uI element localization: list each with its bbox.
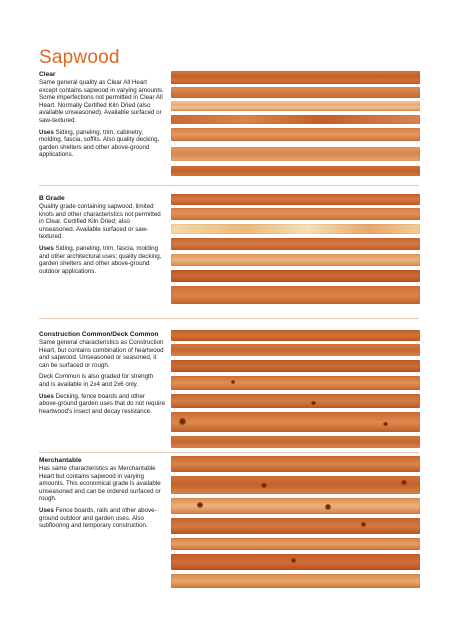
wood-board <box>171 147 420 161</box>
section-b-grade <box>39 195 165 279</box>
section-uses <box>39 245 165 275</box>
section-extra: Deck Common is also graded for strength and is available in 2x4 and 2x6 only. <box>39 373 154 388</box>
section-heading: Clear <box>39 71 56 78</box>
section-merchantable <box>39 457 165 534</box>
uses-label: Uses <box>39 244 54 252</box>
wood-board <box>171 518 420 534</box>
wood-board <box>171 238 420 250</box>
uses-text: Fence boards, rails and other above-ground outdoor and garden uses. Also subflooring and temporary construction. <box>39 506 157 530</box>
uses-text: Siding, paneling, trim, cabinetry, molding, fascia, soffits. Also quality decking, garden shelters and other above-ground applications. <box>39 128 160 159</box>
section-uses <box>39 129 165 159</box>
wood-board <box>171 476 420 494</box>
wood-board <box>171 376 420 390</box>
wood-board <box>171 101 420 111</box>
section-divider <box>39 185 419 186</box>
section-divider <box>39 452 419 453</box>
wood-knot <box>311 401 316 405</box>
section-description: Same general characteristics as Construction Heart, but contains combination of heartwood and sapwood. Unseasoned or seasoned, it can be surfaced or rough. <box>39 339 164 369</box>
section-construction-common <box>39 331 165 419</box>
wood-board <box>171 286 420 304</box>
section-uses <box>39 507 165 530</box>
section-uses <box>39 393 165 416</box>
wood-board <box>171 224 420 234</box>
wood-board <box>171 436 420 448</box>
wood-board <box>171 166 420 176</box>
section-heading: Merchantable <box>39 457 82 464</box>
wood-knot <box>361 522 366 527</box>
wood-knot <box>291 558 296 563</box>
uses-text: Siding, paneling, trim, fascia, molding and other architectural uses; quality decking, garden shelters and other above-ground outdoor applications. <box>39 244 162 275</box>
section-clear <box>39 71 165 163</box>
wood-board <box>171 254 420 266</box>
wood-board <box>171 128 420 141</box>
wood-knot <box>197 502 203 508</box>
wood-knot <box>401 480 407 485</box>
section-divider <box>39 318 419 319</box>
page-title: Sapwood <box>39 47 120 68</box>
section-heading: Construction Common/Deck Common <box>39 331 159 338</box>
section-description: Has same characteristics as Merchantable Heart but contains sapwood in varying amounts. This economical grade is available unseasoned and can be ordered surfaced or rough. <box>39 465 161 503</box>
wood-knot <box>231 380 235 384</box>
wood-board <box>171 498 420 514</box>
wood-knot <box>383 422 388 426</box>
wood-board <box>171 115 420 124</box>
uses-text: Decking, fence boards and other above-ground garden uses that do not require heartwood's insect and decay resistance. <box>39 392 165 415</box>
wood-board <box>171 208 420 220</box>
wood-board <box>171 270 420 282</box>
section-heading: B Grade <box>39 195 65 202</box>
wood-board <box>171 538 420 550</box>
section-description: Quality grade containing sapwood, limited knots and other characteristics not permitted in Clear. Certified Kiln Dried; also unseasoned. Available surfaced or saw-textured. <box>39 203 161 241</box>
section-description: Same general quality as Clear All Heart except contains sapwood in varying amounts. Some imperfections not permitted in Clear All Heart. Normally Certified Kiln Dried (also available unseasoned). Available surfaced or saw-textured. <box>39 79 164 124</box>
wood-knot <box>325 504 331 510</box>
wood-board <box>171 456 420 472</box>
wood-board <box>171 71 420 84</box>
uses-label: Uses <box>39 128 54 136</box>
wood-board <box>171 330 420 341</box>
wood-board <box>171 394 420 408</box>
uses-label: Uses <box>39 506 54 514</box>
wood-board <box>171 344 420 356</box>
wood-board <box>171 574 420 588</box>
wood-knot <box>179 418 186 425</box>
wood-board <box>171 360 420 372</box>
wood-board <box>171 87 420 98</box>
wood-knot <box>261 483 267 488</box>
wood-board <box>171 194 420 205</box>
uses-label: Uses <box>39 392 54 400</box>
